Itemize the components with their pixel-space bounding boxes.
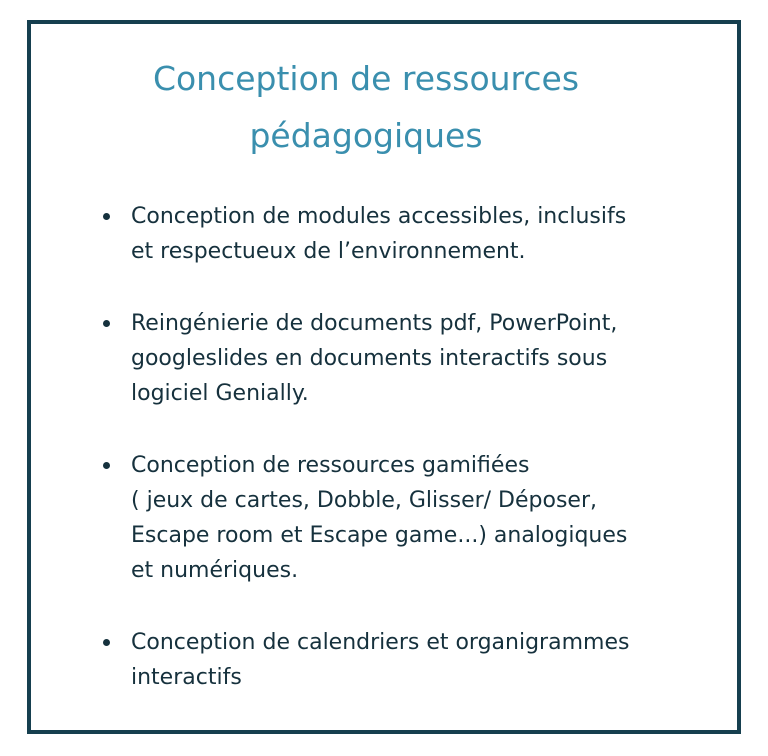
list-item-line: et respectueux de l’environnement. [131,239,526,264]
list-item-line: Conception de ressources gamifiées [131,453,530,478]
list-item [103,306,723,411]
bullet-icon [103,213,110,220]
bullet-icon [103,462,110,469]
list-item-line: Reingénierie de documents pdf, PowerPoint, [131,311,618,336]
list-item-line: ( jeux de cartes, Dobble, Glisser/ Déposer, [131,488,597,513]
list-item-line: Conception de modules accessibles, inclusifs [131,204,627,229]
bullet-list [103,199,723,732]
bullet-icon [103,320,110,327]
list-item-line: googleslides en documents interactifs sous [131,346,608,371]
list-item [103,199,723,269]
list-item-line: et numériques. [131,558,299,583]
bullet-icon [103,639,110,646]
list-item-line: interactifs [131,665,242,690]
list-item-line: Escape room et Escape game...) analogiques [131,523,628,548]
list-item [103,625,723,695]
page-title [0,50,732,164]
title-line-1: Conception de ressources [152,59,580,98]
title-line-2: pédagogiques [249,116,483,155]
list-item-line: logiciel Genially. [131,381,309,406]
list-item [103,448,723,588]
list-item-line: Conception de calendriers et organigrammes [131,630,630,655]
